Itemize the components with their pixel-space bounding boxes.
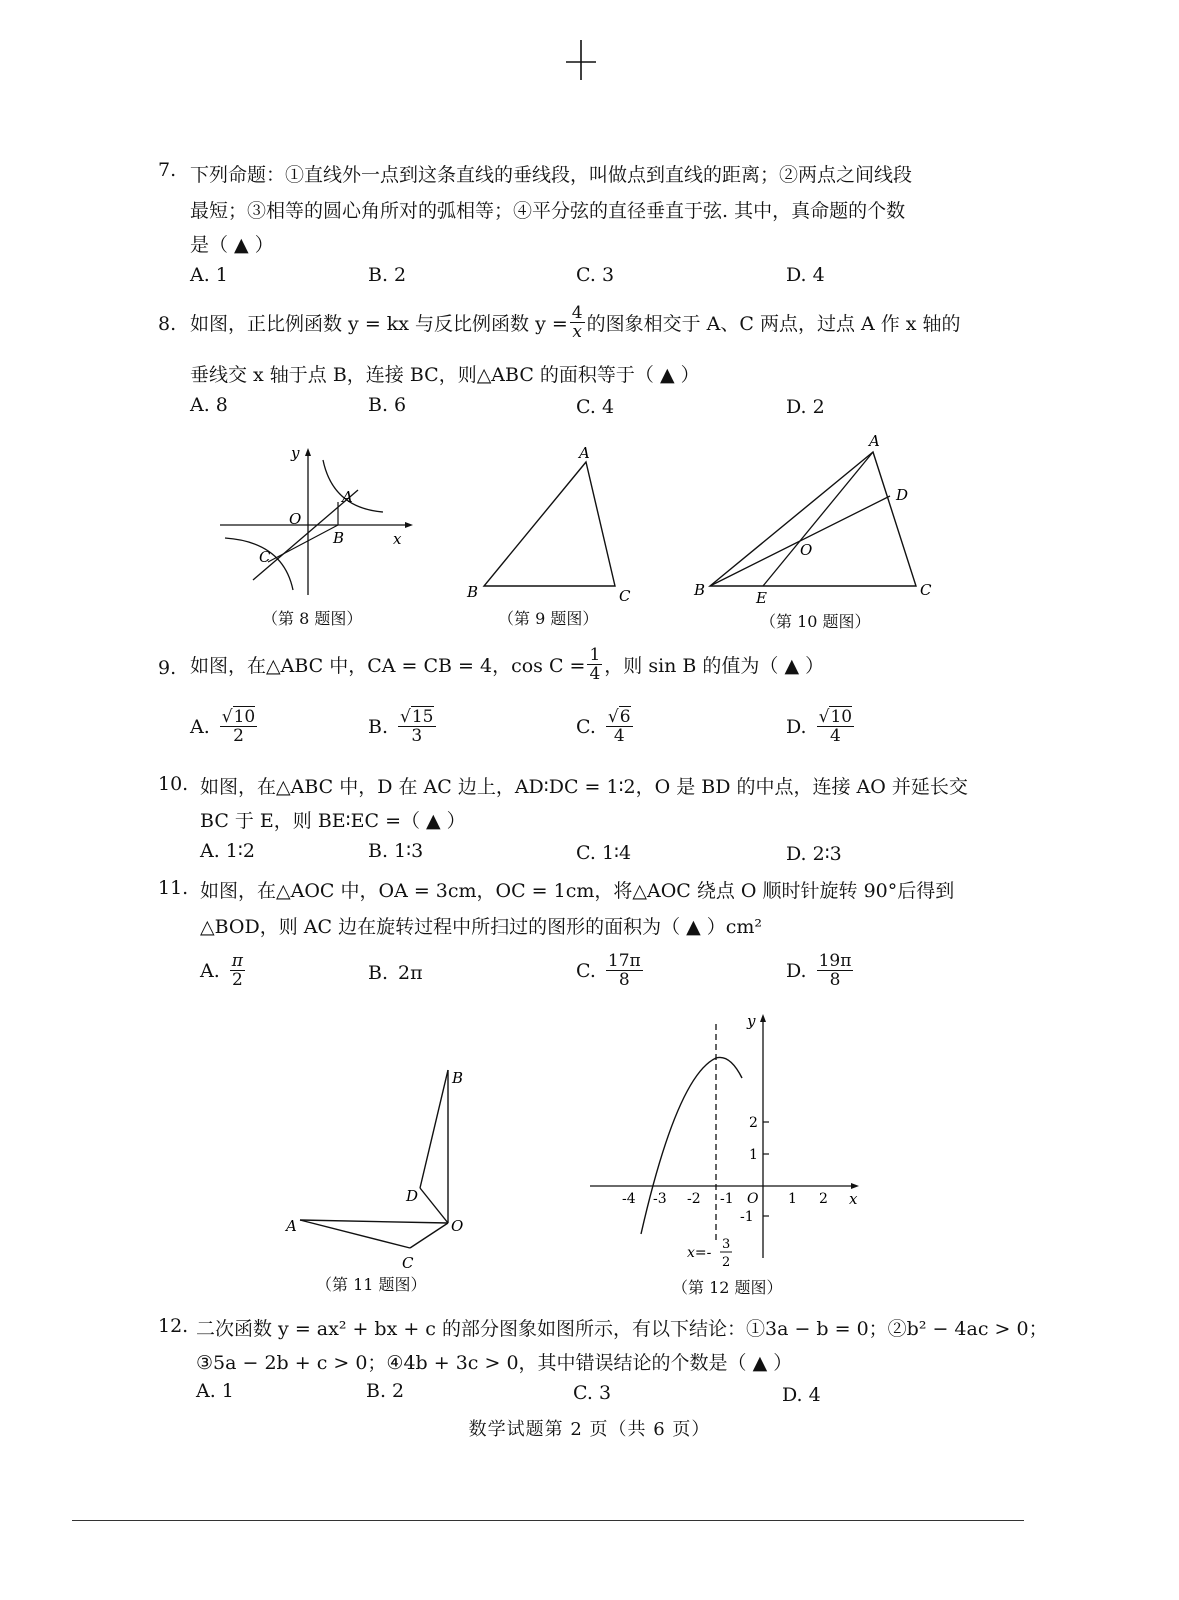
fig12-label-x: x bbox=[849, 1190, 858, 1208]
q12-option-b: B. 2 bbox=[366, 1380, 405, 1402]
q7-number: 7. bbox=[158, 159, 177, 181]
fig8-label-y: y bbox=[291, 444, 300, 462]
q8-frac-den: x bbox=[572, 322, 582, 342]
fig12-caption: （第 12 题图） bbox=[672, 1278, 783, 1297]
figure-8 bbox=[215, 440, 415, 600]
q9-option-c bbox=[576, 708, 635, 745]
q9-option-b bbox=[368, 708, 438, 745]
fig8-label-a: A bbox=[342, 488, 353, 506]
q9-frac-num: 1 bbox=[589, 645, 601, 665]
fig9-caption: （第 9 题图） bbox=[498, 609, 599, 628]
q11-option-c-frac bbox=[606, 952, 643, 989]
fig8-hyperbola-right bbox=[323, 460, 383, 512]
fig11-segment-do bbox=[420, 1188, 448, 1223]
fig12-ytick-label-2: 2 bbox=[749, 1115, 758, 1131]
q7-line-1: 下列命题：①直线外一点到这条直线的垂线段，叫做点到直线的距离；②两点之间线段 bbox=[190, 164, 913, 186]
fig10-label-e: E bbox=[756, 589, 767, 607]
q9-option-a-frac bbox=[220, 708, 257, 745]
fig12-axis-note: x=- bbox=[687, 1245, 712, 1261]
q7-option-a: A. 1 bbox=[190, 264, 228, 286]
fig11-label-d: D bbox=[406, 1187, 419, 1205]
fig9-triangle bbox=[484, 462, 615, 586]
q11-option-d-label: D. bbox=[786, 959, 807, 982]
fig12-parabola bbox=[641, 1057, 742, 1234]
q7-line-3: 是（ ▲ ） bbox=[190, 234, 274, 256]
q11-line-1: 如图，在△AOC 中，OA = 3cm，OC = 1cm，将△AOC 绕点 O 顺时针旋转 90°后得到 bbox=[200, 880, 955, 902]
fig11-segment-bd bbox=[420, 1070, 448, 1188]
fig11-segment-ac bbox=[300, 1220, 410, 1248]
q9-line-1 bbox=[190, 646, 824, 683]
fig8-label-o: O bbox=[289, 510, 302, 528]
q11-option-b-value: 2π bbox=[398, 962, 423, 984]
fig9-label-c: C bbox=[619, 587, 631, 605]
fig12-label-y: y bbox=[747, 1012, 756, 1030]
q11-option-a-frac bbox=[230, 952, 245, 989]
fig12-xtick-neg2: -2 bbox=[687, 1191, 701, 1207]
q11-option-a-num: π bbox=[231, 951, 243, 971]
q11-option-d bbox=[786, 952, 855, 989]
crop-mark bbox=[566, 40, 596, 80]
q7-option-d: D. 4 bbox=[786, 264, 825, 286]
fig12-xtick-neg4: -4 bbox=[622, 1191, 636, 1207]
fig12-label-o: O bbox=[747, 1191, 759, 1207]
fig8-segment-bc bbox=[268, 525, 338, 562]
q7-line-2: 最短；③相等的圆心角所对的弧相等；④平分弦的直径垂直于弦. 其中，真命题的个数 bbox=[190, 200, 906, 222]
q9-option-b-radicand: 15 bbox=[411, 707, 434, 727]
q11-option-a-label: A. bbox=[200, 959, 220, 982]
q9-option-a-num: √10 bbox=[221, 707, 256, 727]
q9-option-b-num: √15 bbox=[400, 707, 434, 727]
fig12-x-arrow bbox=[851, 1183, 859, 1189]
q10-option-a: A. 1∶2 bbox=[200, 840, 255, 862]
q12-option-a: A. 1 bbox=[196, 1380, 234, 1402]
q8-frac-num: 4 bbox=[571, 303, 583, 323]
q8-option-b: B. 6 bbox=[368, 394, 407, 416]
q9-option-d-den: 4 bbox=[829, 726, 841, 746]
q9-option-b-frac bbox=[398, 708, 435, 745]
fig11-label-c: C bbox=[402, 1254, 414, 1272]
q11-option-c-label: C. bbox=[576, 959, 596, 982]
fig9-label-a: A bbox=[579, 444, 590, 462]
fig10-label-d: D bbox=[896, 486, 909, 504]
q9-line-1-a: 如图，在△ABC 中，CA = CB = 4，cos C = bbox=[190, 655, 586, 677]
fig8-label-c: C bbox=[259, 548, 271, 566]
fig10-label-b: B bbox=[694, 581, 706, 599]
fig12-xtick-neg1: -1 bbox=[720, 1191, 734, 1207]
q8-option-d: D. 2 bbox=[786, 396, 825, 418]
q11-option-c bbox=[576, 952, 645, 989]
fig12-xtick-1: 1 bbox=[788, 1191, 797, 1207]
q9-option-d bbox=[786, 708, 856, 745]
fig11-segment-co bbox=[410, 1223, 448, 1248]
q7-option-b: B. 2 bbox=[368, 264, 407, 286]
q9-option-c-label: C. bbox=[576, 715, 596, 738]
q11-option-d-num: 19π bbox=[818, 951, 852, 971]
page-footer: 数学试题第 2 页（共 6 页） bbox=[468, 1419, 711, 1440]
q9-option-d-frac bbox=[817, 708, 854, 745]
fig8-label-x: x bbox=[393, 530, 402, 548]
fig8-x-arrow bbox=[405, 522, 413, 528]
bottom-divider bbox=[72, 1520, 1024, 1521]
q9-option-a-label: A. bbox=[190, 715, 210, 738]
q9-option-d-label: D. bbox=[786, 715, 807, 738]
q11-option-d-frac bbox=[817, 952, 854, 989]
fig8-caption: （第 8 题图） bbox=[262, 609, 363, 628]
q9-option-d-radicand: 10 bbox=[830, 707, 853, 727]
q8-number: 8. bbox=[158, 313, 177, 335]
q9-line-1-b: ，则 sin B 的值为（ ▲ ） bbox=[604, 655, 825, 677]
q12-number: 12. bbox=[158, 1315, 189, 1337]
fig11-segment-ao bbox=[300, 1220, 448, 1223]
q11-option-b-label: B. bbox=[368, 962, 389, 984]
fig10-label-a: A bbox=[869, 432, 880, 450]
q11-option-a bbox=[200, 952, 247, 989]
q12-line-2: ③5a − 2b + c > 0；④4b + 3c > 0，其中错误结论的个数是（ ▲ ） bbox=[196, 1352, 793, 1374]
fig10-label-o: O bbox=[800, 541, 813, 559]
q9-option-c-num: √6 bbox=[607, 707, 631, 727]
figure-10 bbox=[690, 428, 940, 608]
q9-option-a-radicand: 10 bbox=[233, 707, 256, 727]
q12-line-1: 二次函数 y = ax² + bx + c 的部分图象如图所示，有以下结论：①3a − b = 0；②b² − 4ac > 0； bbox=[196, 1318, 1048, 1340]
q9-option-c-radicand: 6 bbox=[619, 707, 631, 727]
q8-line-1 bbox=[190, 304, 961, 341]
q7-option-c: C. 3 bbox=[576, 264, 615, 286]
fig12-xtick-2: 2 bbox=[819, 1191, 828, 1207]
fig10-segment-ae bbox=[763, 452, 873, 586]
fig11-label-a: A bbox=[286, 1217, 297, 1235]
q11-option-d-den: 8 bbox=[829, 970, 841, 990]
fig12-axis-note-den: 2 bbox=[722, 1255, 731, 1270]
q9-option-b-label: B. bbox=[368, 715, 389, 738]
fig12-xtick-neg3: -3 bbox=[653, 1191, 667, 1207]
q8-line-1-b: 的图象相交于 A、C 两点，过点 A 作 x 轴的 bbox=[586, 313, 961, 335]
q9-number: 9. bbox=[158, 657, 177, 679]
q9-frac-den: 4 bbox=[589, 664, 601, 684]
fig11-label-o: O bbox=[451, 1217, 464, 1235]
q9-option-a-den: 2 bbox=[233, 726, 244, 746]
fig9-label-b: B bbox=[467, 583, 479, 601]
q9-option-b-den: 3 bbox=[411, 726, 423, 746]
q9-option-a bbox=[190, 708, 259, 745]
q10-number: 10. bbox=[158, 773, 189, 795]
figure-9 bbox=[462, 440, 642, 605]
q11-option-b bbox=[368, 962, 423, 984]
fig8-y-arrow bbox=[305, 448, 311, 456]
fig10-caption: （第 10 题图） bbox=[760, 612, 871, 631]
q8-fraction bbox=[570, 304, 585, 341]
q11-line-2: △BOD，则 AC 边在旋转过程中所扫过的图形的面积为（ ▲ ）cm² bbox=[200, 916, 763, 938]
figure-11 bbox=[280, 1060, 480, 1275]
q10-option-d: D. 2∶3 bbox=[786, 843, 842, 865]
fig12-ytick-label-neg1: -1 bbox=[740, 1209, 754, 1225]
q10-option-c: C. 1∶4 bbox=[576, 842, 632, 864]
fig12-y-arrow bbox=[760, 1014, 766, 1022]
fig8-label-b: B bbox=[333, 529, 345, 547]
fig12-ytick-label-1: 1 bbox=[749, 1147, 758, 1163]
fig12-axis-note-num: 3 bbox=[722, 1237, 731, 1252]
q12-option-d: D. 4 bbox=[782, 1384, 821, 1406]
fig10-label-c: C bbox=[920, 581, 932, 599]
figure-12 bbox=[585, 1006, 875, 1276]
q11-option-a-den: 2 bbox=[231, 970, 243, 990]
q8-line-2: 垂线交 x 轴于点 B，连接 BC，则△ABC 的面积等于（ ▲ ） bbox=[190, 364, 700, 386]
q9-fraction bbox=[587, 646, 602, 683]
q9-option-d-num: √10 bbox=[818, 707, 853, 727]
q8-option-a: A. 8 bbox=[190, 394, 228, 416]
q8-option-c: C. 4 bbox=[576, 396, 615, 418]
q12-option-c: C. 3 bbox=[573, 1382, 612, 1404]
q9-option-c-den: 4 bbox=[613, 726, 625, 746]
q10-line-1: 如图，在△ABC 中，D 在 AC 边上，AD∶DC = 1∶2，O 是 BD 的中点，连接 AO 并延长交 bbox=[200, 776, 968, 798]
q10-line-2: BC 于 E，则 BE∶EC =（ ▲ ） bbox=[200, 810, 466, 832]
q11-option-c-num: 17π bbox=[607, 951, 641, 971]
fig10-triangle bbox=[710, 452, 916, 586]
q8-line-1-a: 如图，正比例函数 y = kx 与反比例函数 y = bbox=[190, 313, 568, 335]
q11-number: 11. bbox=[158, 877, 189, 899]
fig11-label-b: B bbox=[452, 1069, 464, 1087]
fig11-caption: （第 11 题图） bbox=[316, 1275, 427, 1294]
q11-option-c-den: 8 bbox=[618, 970, 630, 990]
q9-option-c-frac bbox=[606, 708, 633, 745]
q10-option-b: B. 1∶3 bbox=[368, 840, 424, 862]
